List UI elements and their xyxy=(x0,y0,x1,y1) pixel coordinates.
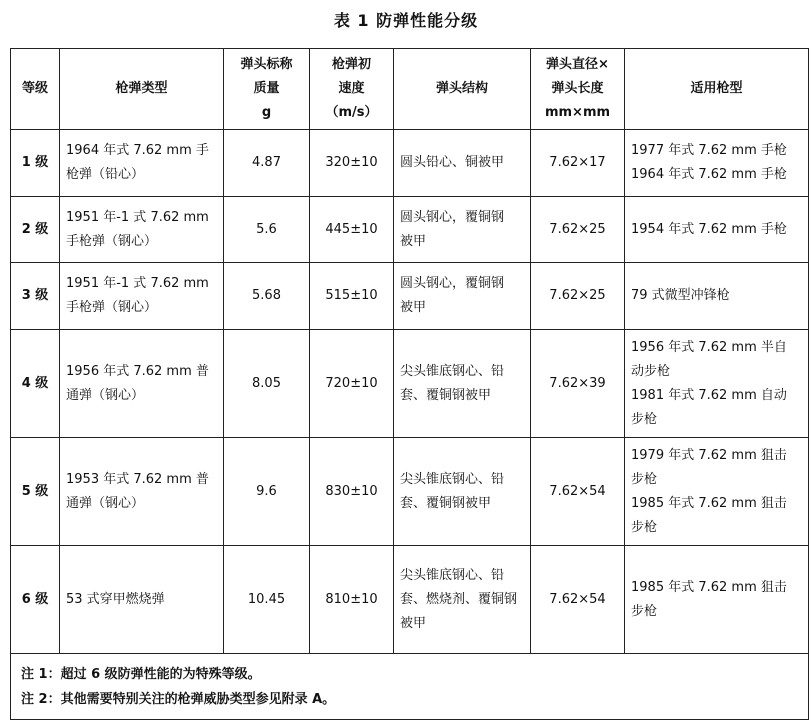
cell-dimensions: 7.62×54 xyxy=(531,438,625,546)
cell-structure-line: 圆头钢心，覆铜钢 xyxy=(400,209,505,225)
cell-velocity: 515±10 xyxy=(310,263,394,330)
cell-ammo-type-line: 枪弹（铅心） xyxy=(66,167,145,182)
cell-velocity: 830±10 xyxy=(310,438,394,546)
table-row xyxy=(11,130,809,197)
cell-ammo-type-line: 1964 年式 7.62 mm 手 xyxy=(66,143,209,158)
cell-weapon-line: 步枪 xyxy=(631,411,658,427)
cell-ammo-type-line: 53 式穿甲燃烧弹 xyxy=(66,591,165,607)
header-mass xyxy=(224,49,310,130)
table-title: 表 1 防弹性能分级 xyxy=(333,11,479,30)
note-1: 注 1：超过 6 级防弹性能的为特殊等级。 xyxy=(21,666,261,682)
cell-structure xyxy=(394,263,531,330)
cell-grade: 4 级 xyxy=(11,330,60,438)
cell-ammo-type-line: 手枪弹（钢心） xyxy=(66,300,158,315)
header-velocity-line: 枪弹初 xyxy=(331,57,371,72)
cell-structure-line: 被甲 xyxy=(400,300,427,315)
cell-ammo-type-line: 通弹（钢心） xyxy=(66,387,145,403)
header-grade: 等级 xyxy=(11,49,60,130)
cell-mass: 9.6 xyxy=(224,438,310,546)
ballistic-grade-table xyxy=(10,48,809,720)
header-structure: 弹头结构 xyxy=(394,49,531,130)
cell-grade: 5 级 xyxy=(11,438,60,546)
cell-ammo-type xyxy=(60,330,224,438)
cell-structure xyxy=(394,438,531,546)
cell-dimensions: 7.62×25 xyxy=(531,263,625,330)
cell-ammo-type xyxy=(60,263,224,330)
cell-weapon-line: 步枪 xyxy=(631,471,658,487)
cell-structure-line: 尖头锥底钢心、铅 xyxy=(400,567,505,583)
notes-cell xyxy=(11,654,809,720)
table-row xyxy=(11,197,809,263)
header-mass-line: 质量 xyxy=(253,81,280,96)
cell-structure xyxy=(394,197,531,263)
cell-velocity: 720±10 xyxy=(310,330,394,438)
cell-velocity: 810±10 xyxy=(310,546,394,654)
cell-weapon-line: 1954 年式 7.62 mm 手枪 xyxy=(631,221,787,237)
cell-ammo-type-line: 通弹（钢心） xyxy=(66,495,145,511)
header-ammo-type: 枪弹类型 xyxy=(60,49,224,130)
cell-ammo-type xyxy=(60,197,224,263)
cell-grade: 2 级 xyxy=(11,197,60,263)
cell-velocity: 320±10 xyxy=(310,130,394,197)
cell-weapon-line: 1985 年式 7.62 mm 狙击 xyxy=(631,579,787,595)
header-dimensions-line: 弹头直径× xyxy=(546,57,609,72)
header-velocity xyxy=(310,49,394,130)
cell-weapon-line: 动步枪 xyxy=(631,363,671,379)
table-row xyxy=(11,330,809,438)
cell-mass: 5.6 xyxy=(224,197,310,263)
header-velocity-unit: （m/s） xyxy=(325,105,378,120)
header-mass-line: 弹头标称 xyxy=(240,57,293,72)
cell-ammo-type-line: 1956 年式 7.62 mm 普 xyxy=(66,363,209,379)
cell-ammo-type-line: 1951 年-1 式 7.62 mm xyxy=(66,209,209,225)
cell-ammo-type xyxy=(60,130,224,197)
cell-mass: 4.87 xyxy=(224,130,310,197)
cell-mass: 8.05 xyxy=(224,330,310,438)
cell-structure-line: 被甲 xyxy=(400,615,427,631)
cell-grade: 6 级 xyxy=(11,546,60,654)
cell-structure-line: 尖头锥底钢心、铅 xyxy=(400,471,505,487)
cell-structure xyxy=(394,330,531,438)
cell-structure-line: 套、燃烧剂、覆铜钢 xyxy=(400,591,518,607)
cell-weapon xyxy=(625,197,809,263)
cell-weapon-line: 79 式微型冲锋枪 xyxy=(631,288,730,303)
header-velocity-line: 速度 xyxy=(338,81,365,96)
cell-structure xyxy=(394,130,531,197)
cell-structure-line: 套、覆铜钢被甲 xyxy=(400,495,492,511)
header-dimensions-line: 弹头长度 xyxy=(551,81,604,96)
cell-mass: 10.45 xyxy=(224,546,310,654)
cell-ammo-type-line: 1953 年式 7.62 mm 普 xyxy=(66,471,209,487)
cell-weapon xyxy=(625,263,809,330)
cell-structure-line: 套、覆铜钢被甲 xyxy=(400,387,492,403)
table-row xyxy=(11,546,809,654)
cell-weapon xyxy=(625,330,809,438)
cell-dimensions: 7.62×25 xyxy=(531,197,625,263)
cell-weapon-line: 1985 年式 7.62 mm 狙击 xyxy=(631,495,787,511)
cell-dimensions: 7.62×17 xyxy=(531,130,625,197)
cell-weapon-line: 1977 年式 7.62 mm 手枪 xyxy=(631,143,787,158)
cell-structure xyxy=(394,546,531,654)
cell-grade: 3 级 xyxy=(11,263,60,330)
cell-weapon-line: 步枪 xyxy=(631,519,658,535)
header-dimensions xyxy=(531,49,625,130)
cell-weapon-line: 1964 年式 7.62 mm 手枪 xyxy=(631,167,787,182)
note-2: 注 2：其他需要特别关注的枪弹威胁类型参见附录 A。 xyxy=(21,691,336,707)
table-row xyxy=(11,263,809,330)
cell-velocity: 445±10 xyxy=(310,197,394,263)
cell-dimensions: 7.62×39 xyxy=(531,330,625,438)
cell-dimensions: 7.62×54 xyxy=(531,546,625,654)
notes-row xyxy=(11,654,809,720)
cell-ammo-type xyxy=(60,546,224,654)
cell-structure-line: 尖头锥底钢心、铅 xyxy=(400,363,505,379)
table-row xyxy=(11,438,809,546)
cell-structure-line: 被甲 xyxy=(400,233,427,249)
cell-weapon xyxy=(625,438,809,546)
cell-weapon xyxy=(625,546,809,654)
cell-weapon-line: 1979 年式 7.62 mm 狙击 xyxy=(631,447,787,463)
header-row xyxy=(11,49,809,130)
cell-structure-line: 圆头铅心、铜被甲 xyxy=(400,155,505,170)
header-dimensions-unit: mm×mm xyxy=(544,105,611,120)
cell-mass: 5.68 xyxy=(224,263,310,330)
header-mass-unit: g xyxy=(261,105,272,120)
cell-grade: 1 级 xyxy=(11,130,60,197)
cell-weapon xyxy=(625,130,809,197)
cell-ammo-type xyxy=(60,438,224,546)
cell-ammo-type-line: 1951 年-1 式 7.62 mm xyxy=(66,276,209,291)
cell-ammo-type-line: 手枪弹（钢心） xyxy=(66,233,158,249)
cell-structure-line: 圆头钢心，覆铜钢 xyxy=(400,276,505,291)
cell-weapon-line: 1956 年式 7.62 mm 半自 xyxy=(631,339,787,355)
header-weapon: 适用枪型 xyxy=(625,49,809,130)
cell-weapon-line: 步枪 xyxy=(631,603,658,619)
cell-weapon-line: 1981 年式 7.62 mm 自动 xyxy=(631,387,787,403)
